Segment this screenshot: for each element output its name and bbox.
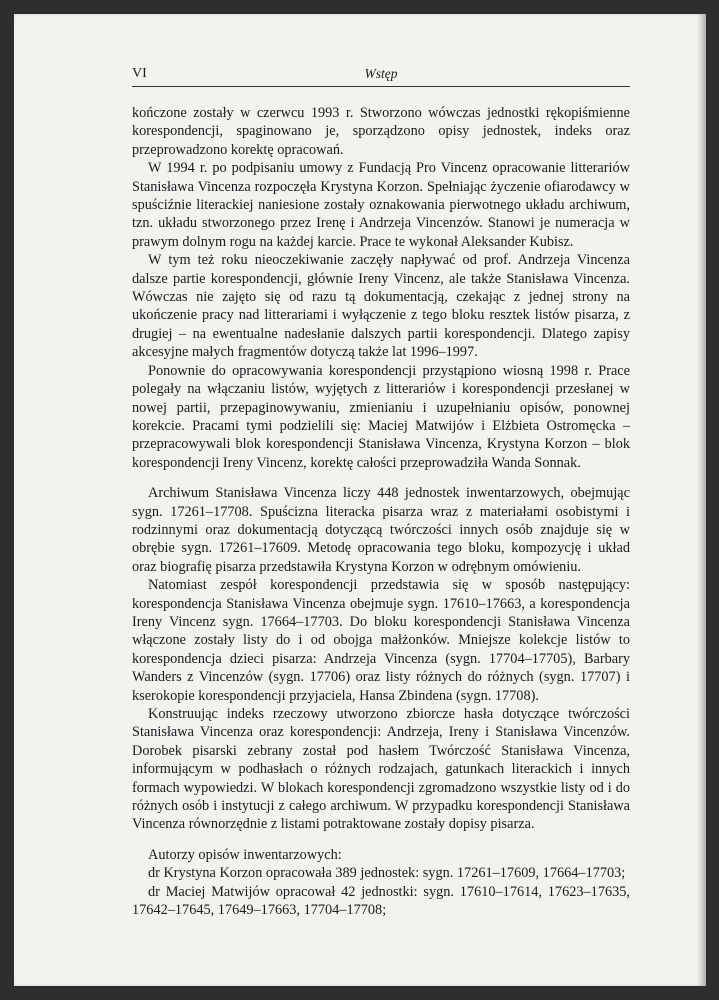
page-number: VI — [132, 66, 147, 81]
book-page — [14, 14, 706, 986]
paragraph: Archiwum Stanisława Vincenza liczy 448 jednostek inwentarzowych, obejmując sygn. 17261–17708. Spuścizna literacka pisarza wraz z materiałami osobistymi i rodzinnymi oraz dokumentacją dotyczącą twórczości innych osób znajduje się w obrębie sygn. 17261–17609. Metodę opracowania tego bloku, kompozycję i układ oraz biografię pisarza przedstawiła Krystyna Korzon w odrębnym omówieniu. — [132, 485, 630, 575]
author-entry: dr Krystyna Korzon opracowała 389 jednostek: sygn. 17261–17609, 17664–17703; — [148, 865, 626, 882]
authors-section — [132, 846, 630, 920]
running-title: Wstęp — [364, 66, 398, 81]
page-body — [132, 104, 630, 919]
page-header — [132, 64, 630, 87]
paragraph: W tym też roku nieoczekiwanie zaczęły napływać od prof. Andrzeja Vincenza dalsze partie korespondencji, głównie Ireny Vincenz, ale także Stanisława Vincenza. Wówczas nie zajęto się od razu tą dokumentacją, czekając z jednej strony na ukończenie pracy nad litterariami i wyłączenie z tego bloku resztek listów pisarza, z drugiej – na ewentualne nadesłanie dalszych partii korespondencji. Dlatego zapisy akcesyjne małych fragmentów dotyczą także lat 1996–1997. — [132, 252, 630, 361]
paragraph: kończone zostały w czerwcu 1993 r. Stworzono wówczas jednostki rękopiśmienne korespondencji, spaginowano je, sporządzono opisy jednostek, indeks oraz przeprowadzono korektę opracowań. — [132, 105, 630, 158]
paragraph: Natomiast zespół korespondencji przedstawia się w sposób następujący: korespondencja Stanisława Vincenza obejmuje sygn. 17610–17663, a korespondencja Ireny Vincenz sygn. 17664–17703. Do bloku korespondencji Stanisława Vincenza włączone zostały listy do i od obojga małżonków. Mniejsze kolekcje listów to korespondencja dzieci pisarza: Andrzeja Vincenza (sygn. 17704–17705), Barbary Wanders z Vincenzów (sygn. 17706) oraz listy różnych do różnych (sygn. 17707) i kserokopie korespondencji przyjaciela, Hansa Zbindena (sygn. 17708). — [132, 577, 630, 704]
paragraph: Ponownie do opracowywania korespondencji przystąpiono wiosną 1998 r. Prace polegały na włączaniu listów, wyjętych z litterariów i korespondencji przesłanej w nowej partii, przepaginowywaniu, zmienianiu i uzupełnianiu opisów, ponownej korekcie. Pracami tymi podzielili się: Maciej Matwijów i Elżbieta Ostromęcka – przepracowywali blok korespondencji Stanisława Vincenza, Krystyna Korzon – blok korespondencji Ireny Vincenz, korektę całości przeprowadziła Wanda Sonnak. — [132, 362, 630, 471]
paragraph: W 1994 r. po podpisaniu umowy z Fundacją Pro Vincenz opracowanie litterariów Stanisława Vincenza rozpoczęła Krystyna Korzon. Spełniając życzenie ofiarodawcy w spuściźnie literackiej naniesione zostały oznakowania pierwotnego układu archiwum, tzn. układu stworzonego przez Irenę i Andrzeja Vincenzów. Stanowi je numeracja w prawym dolnym rogu na każdej karcie. Prace te wykonał Aleksander Kubisz. — [132, 160, 630, 250]
authors-heading: Autorzy opisów inwentarzowych: — [148, 846, 342, 863]
author-entry: dr Maciej Matwijów opracował 42 jednostki: sygn. 17610–17614, 17623–17635, 17642–17645, 17649–17663, 17704–17708; — [132, 883, 630, 919]
paragraph: Konstruując indeks rzeczowy utworzono zbiorcze hasła dotyczące twórczości Stanisława Vincenza oraz korespondencji: Andrzeja, Ireny i Stanisława Vincenzów. Dorobek pisarski zebrany został pod hasłem Twórczość Stanisława Vincenza, informującym w podhasłach o różnych rodzajach, gatunkach literackich i innych formach wypowiedzi. W blokach korespondencji zgromadzono wszystkie listy od i do różnych osób i instytucji z całego archiwum. W przypadku korespondencji Stanisława Vincenza równorzędnie z listami potraktowane zostały dopisy pisarza. — [132, 706, 630, 833]
page-edge-shadow — [696, 14, 706, 986]
